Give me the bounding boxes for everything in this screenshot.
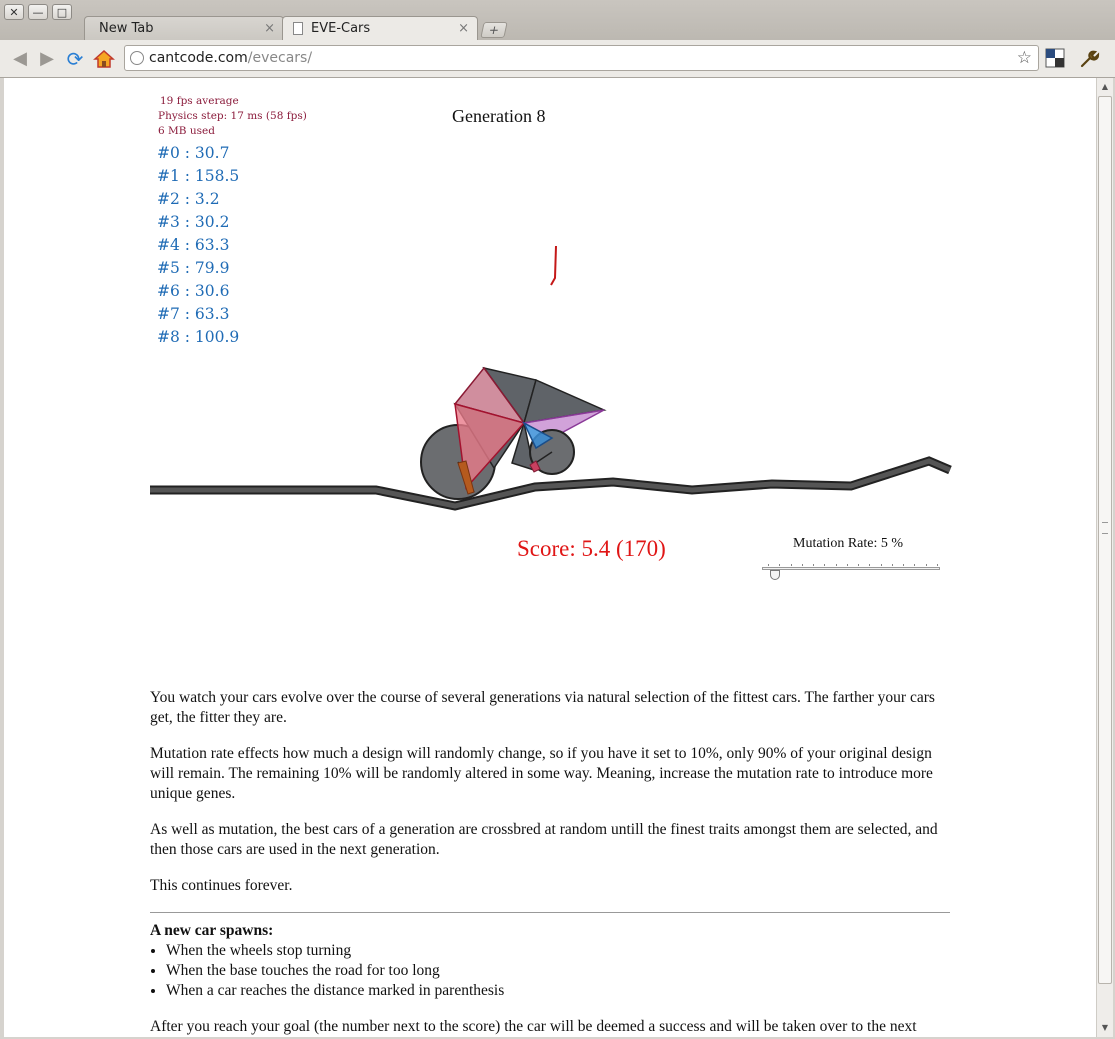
reload-icon[interactable]: ⟳ — [66, 47, 84, 71]
wrench-icon[interactable] — [1078, 48, 1100, 70]
minimize-window-button[interactable]: — — [28, 4, 48, 20]
list-item: • When the base touches the road for too long — [166, 961, 950, 981]
mutation-rate-label: Mutation Rate: 5 % — [793, 536, 904, 551]
paragraph: This continues forever. — [150, 877, 293, 894]
close-window-button[interactable]: ✕ — [4, 4, 24, 20]
star-icon[interactable]: ☆ — [1016, 48, 1032, 68]
tab-label: New Tab — [99, 21, 154, 36]
car-score: #2 : 3.2 — [157, 190, 220, 208]
tab-new-tab[interactable] — [84, 16, 284, 40]
close-icon[interactable]: × — [458, 21, 469, 36]
page-icon — [293, 22, 303, 35]
tab-eve-cars[interactable] — [282, 16, 478, 40]
list-item: • When the wheels stop turning — [166, 941, 950, 961]
new-tab-button[interactable]: + — [480, 22, 507, 38]
globe-icon — [130, 51, 144, 65]
page-viewport — [4, 78, 1096, 1037]
mutation-rate-slider[interactable] — [760, 564, 940, 578]
memory-text: 6 MB used — [158, 125, 215, 137]
address-bar[interactable] — [124, 45, 1039, 71]
paragraph: Mutation rate effects how much a design will randomly change, so if you have it set to 10%, only 90% of your original design will remain. The remaining 10% will be randomly altered in some way. Meaning, increase the mutation rate to introduce more unique genes. — [150, 745, 933, 802]
car-score: #5 : 79.9 — [157, 259, 230, 277]
browser-toolbar — [0, 40, 1115, 78]
forward-icon[interactable]: ▶ — [40, 48, 54, 69]
paragraph: After you reach your goal (the number next to the score) the car will be deemed a success and will be taken over to the next — [150, 1018, 917, 1035]
window-titlebar — [0, 0, 1115, 40]
car-score: #1 : 158.5 — [157, 167, 240, 185]
slider-handle[interactable] — [770, 570, 780, 580]
generation-title: Generation 8 — [452, 106, 546, 126]
slider-ticks — [768, 564, 938, 566]
physics-text: Physics step: 17 ms (58 fps) — [158, 110, 307, 122]
current-score: Score: 5.4 (170) — [517, 536, 666, 561]
close-icon[interactable]: × — [264, 21, 275, 36]
distance-marker — [551, 246, 556, 285]
car-score: #6 : 30.6 — [157, 282, 230, 300]
vertical-scrollbar[interactable] — [1096, 78, 1113, 1037]
divider — [150, 912, 950, 913]
page-menu-icon[interactable] — [1044, 48, 1066, 70]
window-controls — [4, 4, 72, 20]
scroll-down-icon[interactable]: ▼ — [1101, 1023, 1109, 1032]
paragraph: You watch your cars evolve over the course of several generations via natural selection of the fittest cars. The farther your cars get, the fitter they are. — [150, 689, 935, 726]
list-item: • When a car reaches the distance marked in parenthesis — [166, 981, 950, 1001]
scroll-thumb[interactable] — [1098, 96, 1112, 984]
car-score: #4 : 63.3 — [157, 236, 230, 254]
car-score: #7 : 63.3 — [157, 305, 230, 323]
car-score: #0 : 30.7 — [157, 144, 230, 162]
tab-label: EVE-Cars — [311, 21, 371, 36]
slider-track[interactable] — [762, 567, 940, 570]
scroll-up-icon[interactable]: ▲ — [1101, 82, 1109, 91]
car-score: #3 : 30.2 — [157, 213, 230, 231]
simulation-canvas[interactable] — [4, 78, 964, 518]
car — [421, 368, 604, 499]
spawn-heading: A new car spawns: — [150, 922, 274, 939]
back-icon[interactable]: ◀ — [13, 48, 27, 69]
maximize-window-button[interactable]: □ — [52, 4, 72, 20]
car-score: #8 : 100.9 — [157, 328, 240, 346]
paragraph: As well as mutation, the best cars of a generation are crossbred at random untill the finest traits amongst them are selected, and then those cars are used in the next generation. — [150, 821, 938, 858]
url-text[interactable]: cantcode.com/evecars/ — [149, 50, 313, 66]
spawn-list — [150, 941, 950, 1001]
description-article — [150, 688, 950, 1037]
fps-text: 19 fps average — [160, 95, 239, 107]
home-icon[interactable] — [93, 48, 115, 70]
